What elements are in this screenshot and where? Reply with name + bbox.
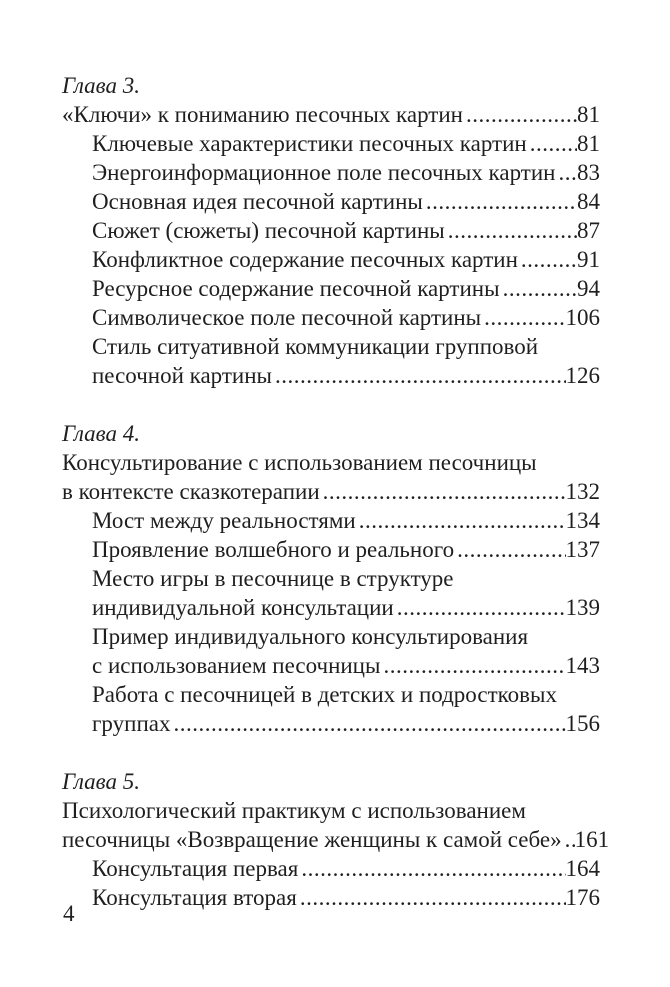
entry-text: Символическое поле песочной картины [92,305,482,330]
toc-entry-line [92,216,600,245]
dot-leader [383,651,565,680]
toc-entry-line [92,361,600,390]
toc-entry-line [62,477,600,506]
toc-entry-line [92,274,600,303]
toc-entry-line [92,680,600,709]
dot-leader [484,303,565,332]
entry-text: песочницы «Возвращение женщины к самой себе» [62,827,562,852]
entry-page-number: 161 [574,827,610,852]
toc-section-chapter-3 [62,71,600,390]
entry-page-number: 139 [565,595,600,620]
toc-entry [62,129,600,158]
toc-entry-chapter-title [62,100,600,129]
entry-page-number: 81 [577,131,600,156]
entry-page-number: 176 [565,885,600,910]
toc-entry-chapter-title [62,448,600,506]
entry-page-number: 84 [577,189,600,214]
entry-text: индивидуальной консультации [92,595,394,620]
entry-text: Психологический практикум с использованием [62,798,526,823]
toc-entry-line [92,332,600,361]
toc-entry [62,506,600,535]
dot-leader [530,129,577,158]
entry-text: «Ключи» к пониманию песочных картин [62,102,463,127]
toc-entry [62,622,600,680]
dot-leader [565,825,575,854]
entry-text: Конфликтное содержание песочных картин [92,247,518,272]
entry-page-number: 164 [565,856,600,881]
entry-text: в контексте сказкотерапии [62,479,320,504]
entry-text: Основная идея песочной картины [92,189,423,214]
toc-entry-line [92,245,600,274]
entry-page-number: 143 [565,653,600,678]
toc-entry-line [92,564,600,593]
toc-entry [62,303,600,332]
toc-entry-line [62,100,600,129]
toc-entry-line [92,593,600,622]
entry-page-number: 91 [577,247,600,272]
entry-text: Ресурсное содержание песочной картины [92,276,500,301]
toc-entry [62,564,600,622]
dot-leader [457,535,565,564]
toc-section-chapter-5 [62,767,610,912]
entry-page-number: 134 [565,508,600,533]
toc-entry-line [62,825,610,854]
toc-entry-line [92,158,600,187]
entry-page-number: 106 [565,305,600,330]
toc-entry-line [92,506,600,535]
dot-leader [448,216,577,245]
toc-entry [62,680,600,738]
entry-text: Ключевые характеристики песочных картин [92,131,527,156]
entry-text: Проявление волшебного и реального [92,537,455,562]
toc-entry [62,883,600,912]
entry-page-number: 126 [565,363,600,388]
chapter-label: Глава 5. [62,769,140,794]
dot-leader [323,477,566,506]
entry-page-number: 83 [577,160,600,185]
entry-text: с использованием песочницы [92,653,381,678]
dot-leader [173,709,565,738]
dot-leader [466,100,577,129]
toc-entry-line [62,796,600,825]
entry-text: Место игры в песочнице в структуре [92,566,454,591]
entry-page-number: 137 [565,537,600,562]
entry-page-number: 81 [577,102,600,127]
chapter-label: Глава 3. [62,73,140,98]
toc-entry-line [92,129,600,158]
toc-entry-line [92,709,600,738]
entry-text: Консультирование с использованием песочницы [62,450,537,475]
toc-entry [62,187,600,216]
dot-leader [397,593,566,622]
toc-entry-line [92,622,600,651]
toc-entry [62,274,600,303]
toc-entry-line [92,535,600,564]
toc-entry-line [92,187,600,216]
dot-leader [426,187,577,216]
toc-entry-chapter-title [62,796,610,854]
folio-page-number: 4 [63,901,75,926]
entry-text: Работа с песочницей в детских и подростковых [92,682,557,707]
entry-text: Пример индивидуального консультирования [92,624,529,649]
toc-entry [62,245,600,274]
toc-entry-line [62,448,600,477]
dot-leader [359,506,566,535]
dot-leader [301,854,565,883]
dot-leader [275,361,566,390]
toc-entry [62,332,600,390]
entry-text: Сюжет (сюжеты) песочной картины [92,218,445,243]
entry-page-number: 94 [577,276,600,301]
entry-text: Энергоинформационное поле песочных картин [92,160,556,185]
entry-text: группах [92,711,171,736]
entry-text: Консультация вторая [92,885,297,910]
toc-entry-line [92,303,600,332]
toc-entry-line [92,854,600,883]
chapter-label: Глава 4. [62,421,140,446]
dot-leader [521,245,577,274]
toc-entry [62,216,600,245]
dot-leader [300,883,566,912]
toc-entry-line [92,651,600,680]
toc-entry [62,854,600,883]
toc-section-chapter-4 [62,419,600,738]
toc-entry [62,535,600,564]
toc-entry-line [92,883,600,912]
entry-page-number: 156 [565,711,600,736]
dot-leader [558,158,577,187]
toc-entry [62,158,600,187]
entry-page-number: 87 [577,218,600,243]
dot-leader [503,274,577,303]
entry-page-number: 132 [565,479,600,504]
entry-text: песочной картины [92,363,272,388]
entry-text: Консультация первая [92,856,299,881]
entry-text: Стиль ситуативной коммуникации групповой [92,334,539,359]
entry-text: Мост между реальностями [92,508,356,533]
